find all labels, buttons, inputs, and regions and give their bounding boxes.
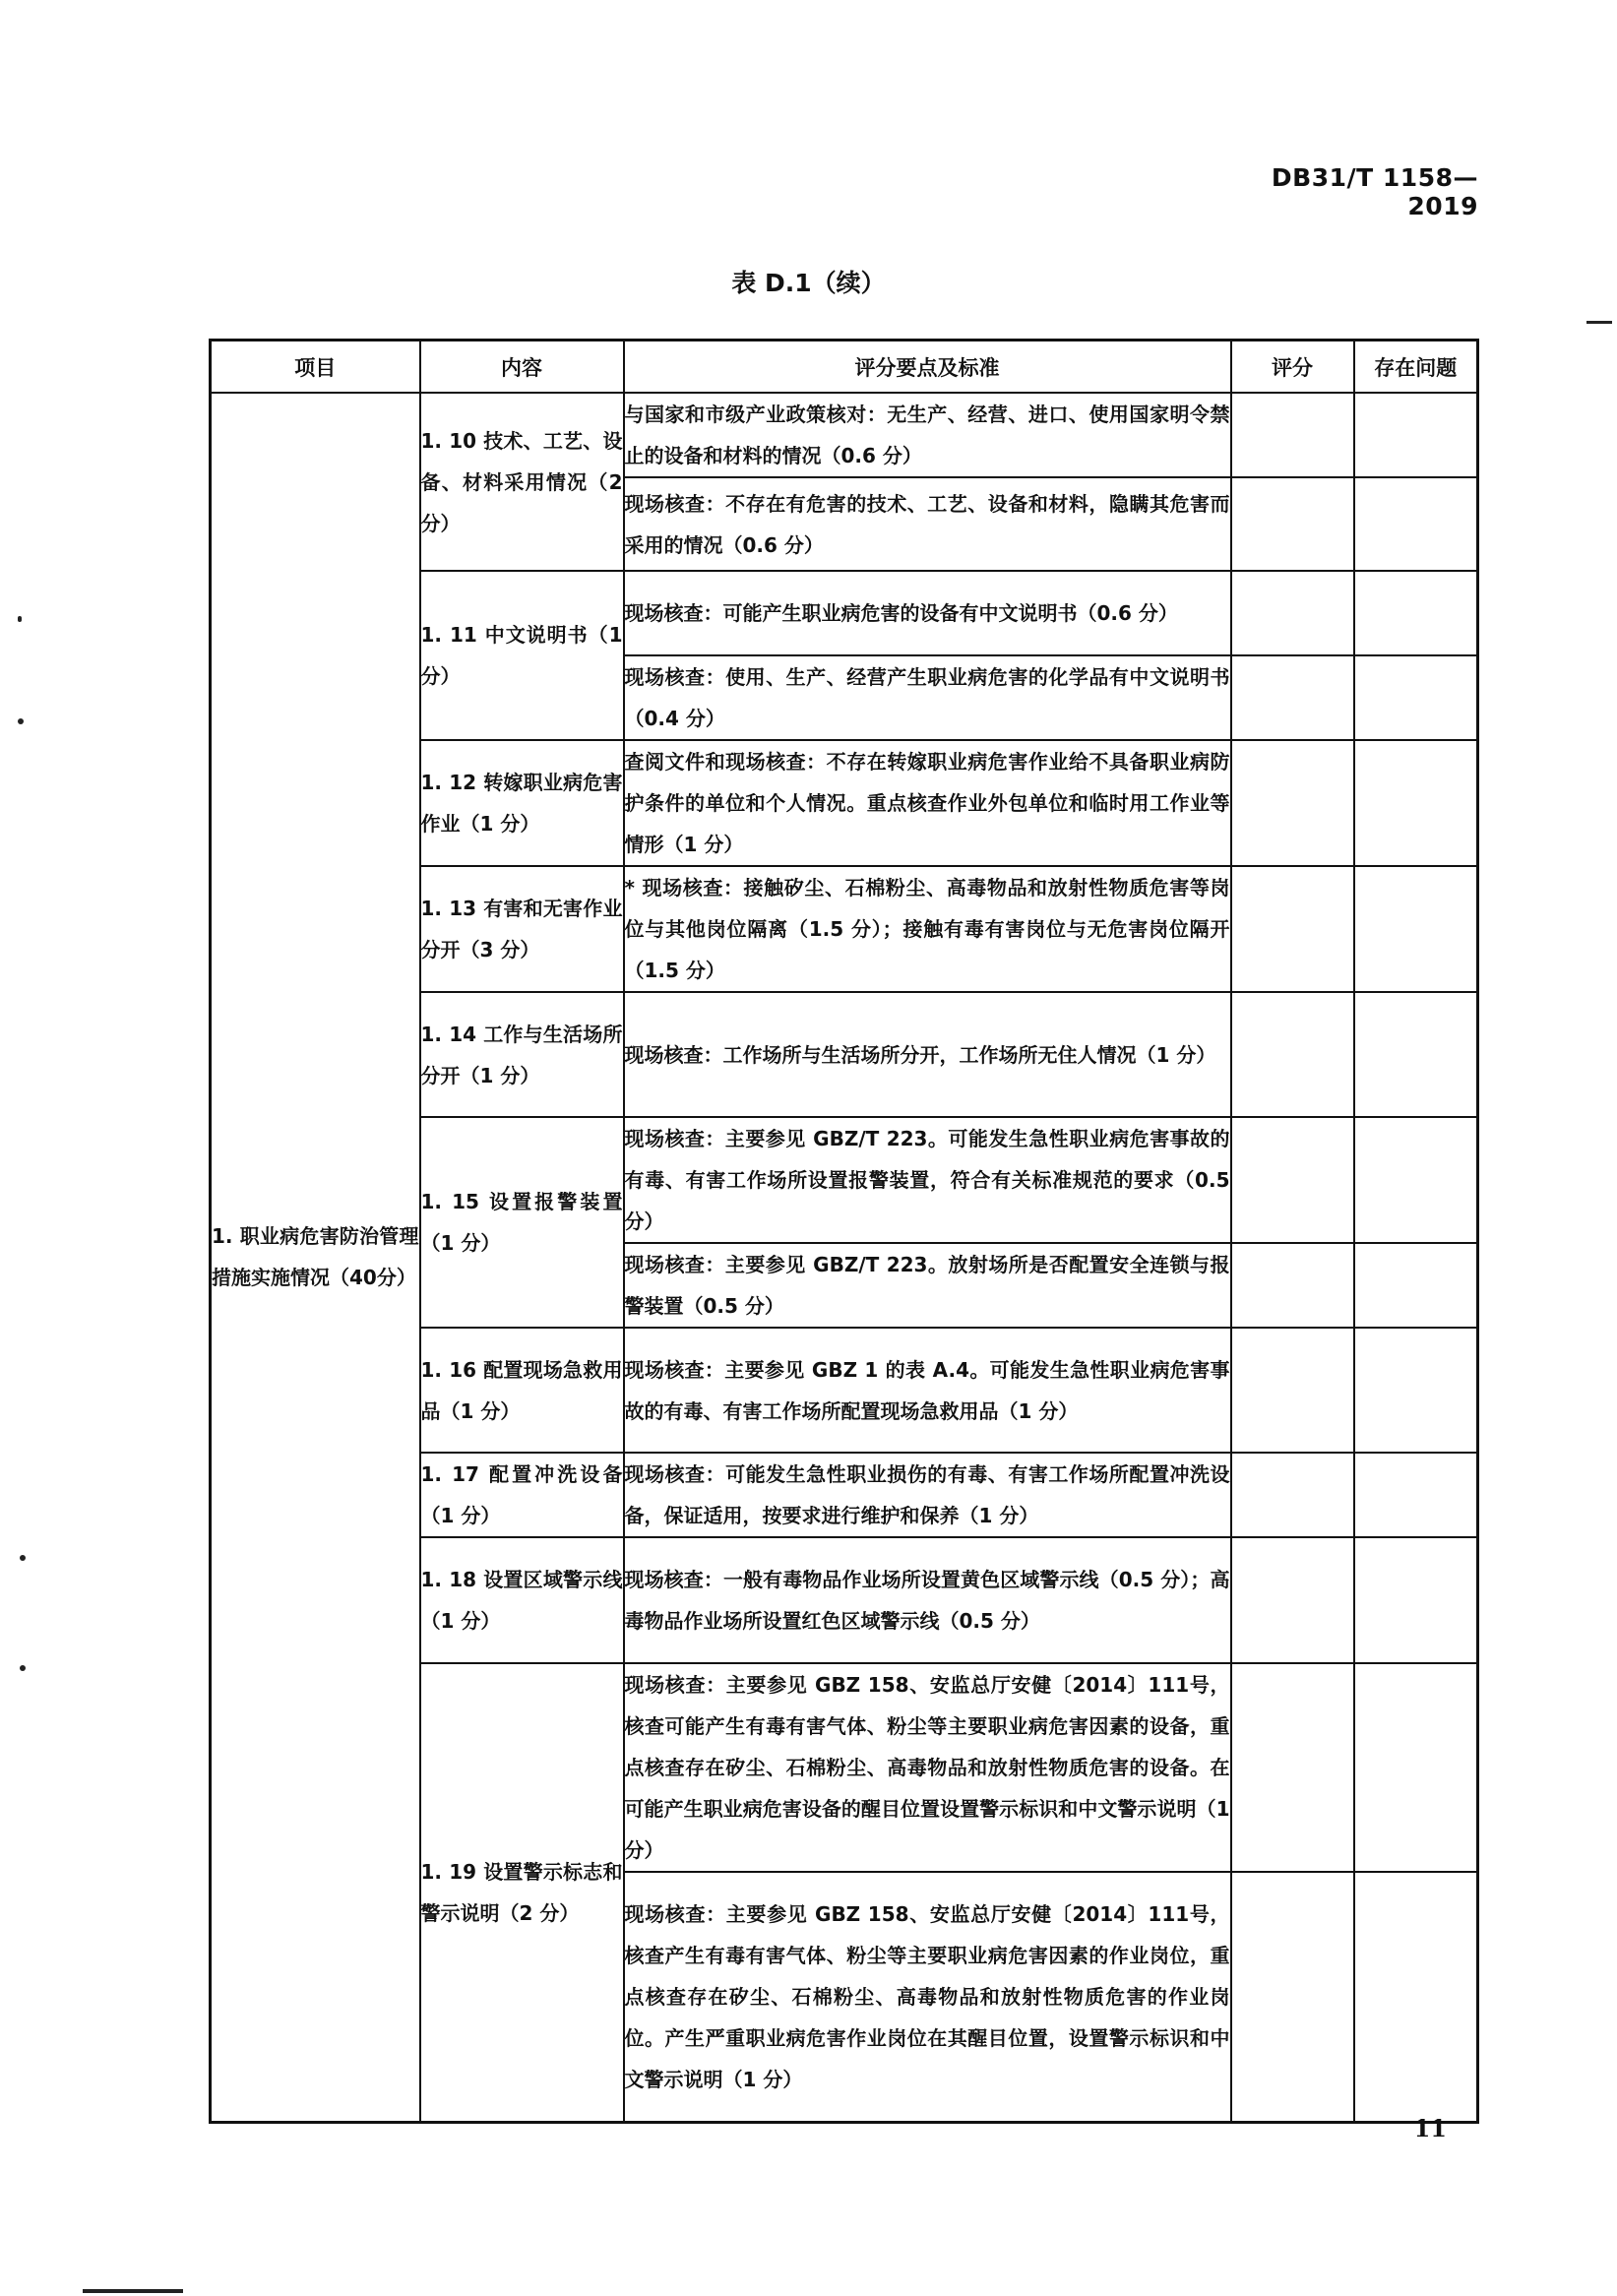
criterion-cell: 现场核查：主要参见 GBZ 158、安监总厅安健〔2014〕111号，核查可能产生有毒有害气体、粉尘等主要职业病危害因素的设备，重点核查存在矽尘、石棉粉尘、高毒物品和放射性物质危害的设备。在可能产生职业病危害设备的醒目位置设置警示标识和中文警示说明（1 分） <box>624 1663 1231 1872</box>
issues-cell[interactable] <box>1354 1663 1478 1872</box>
score-cell[interactable] <box>1231 1872 1354 2122</box>
criterion-cell: 现场核查：使用、生产、经营产生职业病危害的化学品有中文说明书（0.4 分） <box>624 655 1231 740</box>
score-cell[interactable] <box>1231 1243 1354 1328</box>
content-cell: 1. 19 设置警示标志和警示说明（2 分） <box>420 1663 624 2122</box>
score-cell[interactable] <box>1231 1117 1354 1243</box>
score-cell[interactable] <box>1231 866 1354 992</box>
column-header-content: 内容 <box>420 341 624 394</box>
content-cell: 1. 17 配置冲洗设备（1 分） <box>420 1453 624 1537</box>
criterion-cell: * 现场核查：接触矽尘、石棉粉尘、高毒物品和放射性物质危害等岗位与其他岗位隔离（1.5 分）；接触有毒有害岗位与无危害岗位隔开（1.5 分） <box>624 866 1231 992</box>
scan-bottom-bar <box>83 2289 183 2293</box>
project-cell: 1. 职业病危害防治管理措施实施情况（40分） <box>211 393 420 2122</box>
score-cell[interactable] <box>1231 1453 1354 1537</box>
criterion-cell: 现场核查：可能发生急性职业损伤的有毒、有害工作场所配置冲洗设备，保证适用，按要求进行维护和保养（1 分） <box>624 1453 1231 1537</box>
content-cell: 1. 13 有害和无害作业分开（3 分） <box>420 866 624 992</box>
column-header-project: 项目 <box>211 341 420 394</box>
criterion-cell: 现场核查：主要参见 GBZ 1 的表 A.4。可能发生急性职业病危害事故的有毒、有害工作场所配置现场急救用品（1 分） <box>624 1328 1231 1453</box>
column-header-criteria: 评分要点及标准 <box>624 341 1231 394</box>
content-cell: 1. 15 设置报警装置（1 分） <box>420 1117 624 1328</box>
issues-cell[interactable] <box>1354 571 1478 655</box>
table-title: 表 D.1（续） <box>731 269 886 297</box>
score-cell[interactable] <box>1231 655 1354 740</box>
content-cell: 1. 10 技术、工艺、设备、材料采用情况（2 分） <box>420 393 624 571</box>
standard-number: DB31/T 1158—2019 <box>1271 163 1478 220</box>
column-header-issues: 存在问题 <box>1354 341 1478 394</box>
score-cell[interactable] <box>1231 1328 1354 1453</box>
issues-cell[interactable] <box>1354 655 1478 740</box>
scan-speck <box>18 616 22 622</box>
scan-speck <box>18 718 24 724</box>
criterion-cell: 现场核查：可能产生职业病危害的设备有中文说明书（0.6 分） <box>624 571 1231 655</box>
column-header-score: 评分 <box>1231 341 1354 394</box>
criterion-cell: 现场核查：不存在有危害的技术、工艺、设备和材料，隐瞒其危害而采用的情况（0.6 分） <box>624 477 1231 571</box>
content-cell: 1. 12 转嫁职业病危害作业（1 分） <box>420 740 624 866</box>
issues-cell[interactable] <box>1354 1537 1478 1663</box>
table-row <box>211 393 1478 477</box>
score-cell[interactable] <box>1231 571 1354 655</box>
scan-speck <box>20 1555 26 1561</box>
page-number: 11 <box>1413 2114 1447 2142</box>
score-cell[interactable] <box>1231 992 1354 1117</box>
issues-cell[interactable] <box>1354 1872 1478 2122</box>
issues-cell[interactable] <box>1354 866 1478 992</box>
scoring-table <box>209 339 1479 2124</box>
criterion-cell: 与国家和市级产业政策核对：无生产、经营、进口、使用国家明令禁止的设备和材料的情况（0.6 分） <box>624 393 1231 477</box>
criterion-cell: 现场核查：主要参见 GBZ/T 223。可能发生急性职业病危害事故的有毒、有害工作场所设置报警装置，符合有关标准规范的要求（0.5 分） <box>624 1117 1231 1243</box>
issues-cell[interactable] <box>1354 1328 1478 1453</box>
content-cell: 1. 16 配置现场急救用品（1 分） <box>420 1328 624 1453</box>
criterion-cell: 现场核查：工作场所与生活场所分开，工作场所无住人情况（1 分） <box>624 992 1231 1117</box>
issues-cell[interactable] <box>1354 393 1478 477</box>
issues-cell[interactable] <box>1354 1453 1478 1537</box>
score-cell[interactable] <box>1231 393 1354 477</box>
content-cell: 1. 18 设置区域警示线（1 分） <box>420 1537 624 1663</box>
table-header-row <box>211 341 1478 394</box>
issues-cell[interactable] <box>1354 1243 1478 1328</box>
criterion-cell: 现场核查：主要参见 GBZ 158、安监总厅安健〔2014〕111号，核查产生有毒有害气体、粉尘等主要职业病危害因素的作业岗位，重点核查存在矽尘、石棉粉尘、高毒物品和放射性物质危害的作业岗位。产生严重职业病危害作业岗位在其醒目位置，设置警示标识和中文警示说明（1 分） <box>624 1872 1231 2122</box>
issues-cell[interactable] <box>1354 477 1478 571</box>
scan-dash <box>1586 321 1612 324</box>
issues-cell[interactable] <box>1354 740 1478 866</box>
content-cell: 1. 14 工作与生活场所分开（1 分） <box>420 992 624 1117</box>
scan-speck <box>20 1665 26 1671</box>
content-cell: 1. 11 中文说明书（1 分） <box>420 571 624 740</box>
criterion-cell: 现场核查：一般有毒物品作业场所设置黄色区域警示线（0.5 分）；高毒物品作业场所设置红色区域警示线（0.5 分） <box>624 1537 1231 1663</box>
issues-cell[interactable] <box>1354 992 1478 1117</box>
score-cell[interactable] <box>1231 740 1354 866</box>
score-cell[interactable] <box>1231 1663 1354 1872</box>
criterion-cell: 现场核查：主要参见 GBZ/T 223。放射场所是否配置安全连锁与报警装置（0.5 分） <box>624 1243 1231 1328</box>
criterion-cell: 查阅文件和现场核查：不存在转嫁职业病危害作业给不具备职业病防护条件的单位和个人情况。重点核查作业外包单位和临时用工作业等情形（1 分） <box>624 740 1231 866</box>
issues-cell[interactable] <box>1354 1117 1478 1243</box>
score-cell[interactable] <box>1231 1537 1354 1663</box>
score-cell[interactable] <box>1231 477 1354 571</box>
